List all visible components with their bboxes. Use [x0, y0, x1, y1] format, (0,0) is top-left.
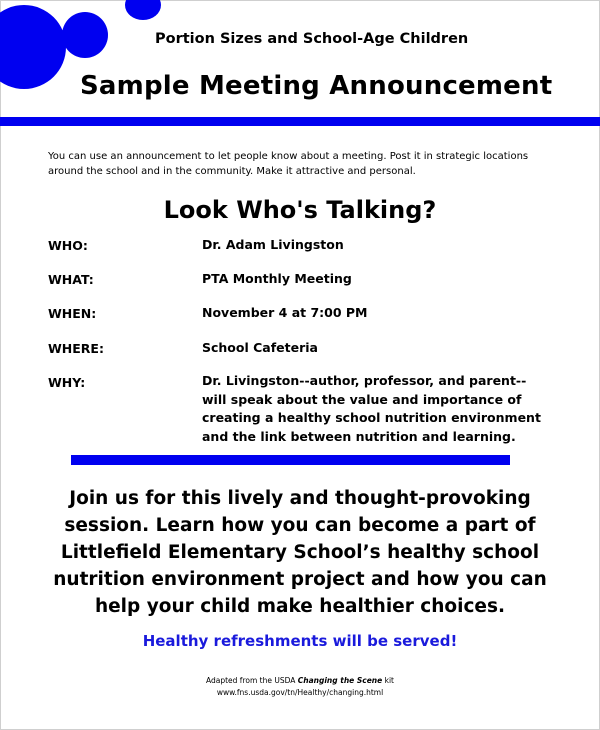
- footer-source-title: Changing the Scene: [297, 676, 383, 685]
- footer-prefix: Adapted from the USDA: [205, 676, 298, 685]
- document-title: Sample Meeting Announcement: [80, 71, 553, 101]
- callout-line: nutrition environment project and how you can: [53, 569, 547, 590]
- why-line: Dr. Livingston--author, professor, and parent--: [202, 373, 527, 388]
- callout-line: Littlefield Elementary School’s healthy school: [60, 542, 540, 563]
- decorative-circle-medium: [62, 12, 108, 58]
- who-label: WHO:: [48, 238, 88, 253]
- why-value: [202, 372, 562, 446]
- what-value: PTA Monthly Meeting: [202, 271, 352, 286]
- where-label: WHERE:: [48, 341, 104, 356]
- headline: Look Who's Talking?: [163, 196, 437, 224]
- why-line: and the link between nutrition and learning.: [202, 428, 516, 444]
- intro-line: around the school and in the community. Make it attractive and personal.: [48, 165, 416, 177]
- why-label: WHY:: [48, 375, 86, 390]
- middle-divider-bar: [71, 455, 510, 465]
- when-value: November 4 at 7:00 PM: [202, 305, 368, 320]
- where-value: School Cafeteria: [202, 340, 318, 355]
- intro-paragraph: [48, 150, 558, 179]
- footer-source-line: [0, 675, 600, 687]
- why-line: will speak about the value and importance of: [202, 391, 522, 407]
- invitation-callout: [30, 485, 570, 620]
- callout-line: session. Learn how you can become a part of: [64, 515, 536, 536]
- what-label: WHAT:: [48, 272, 94, 287]
- callout-line: help your child make healthier choices.: [94, 596, 506, 617]
- top-divider-bar: [0, 117, 600, 126]
- refreshments-note: Healthy refreshments will be served!: [142, 632, 458, 650]
- footer-suffix: kit: [382, 676, 395, 685]
- document-subtitle: Portion Sizes and School-Age Children: [155, 31, 469, 47]
- why-line: creating a healthy school nutrition environment: [202, 410, 541, 425]
- who-value: Dr. Adam Livingston: [202, 237, 344, 252]
- footer-credit: [0, 675, 600, 699]
- intro-line: You can use an announcement to let people know about a meeting. Post it in strategic locations: [48, 151, 529, 162]
- when-label: WHEN:: [48, 306, 97, 321]
- footer-url: www.fns.usda.gov/tn/Healthy/changing.html: [216, 688, 384, 697]
- callout-line: Join us for this lively and thought-provoking: [69, 488, 531, 509]
